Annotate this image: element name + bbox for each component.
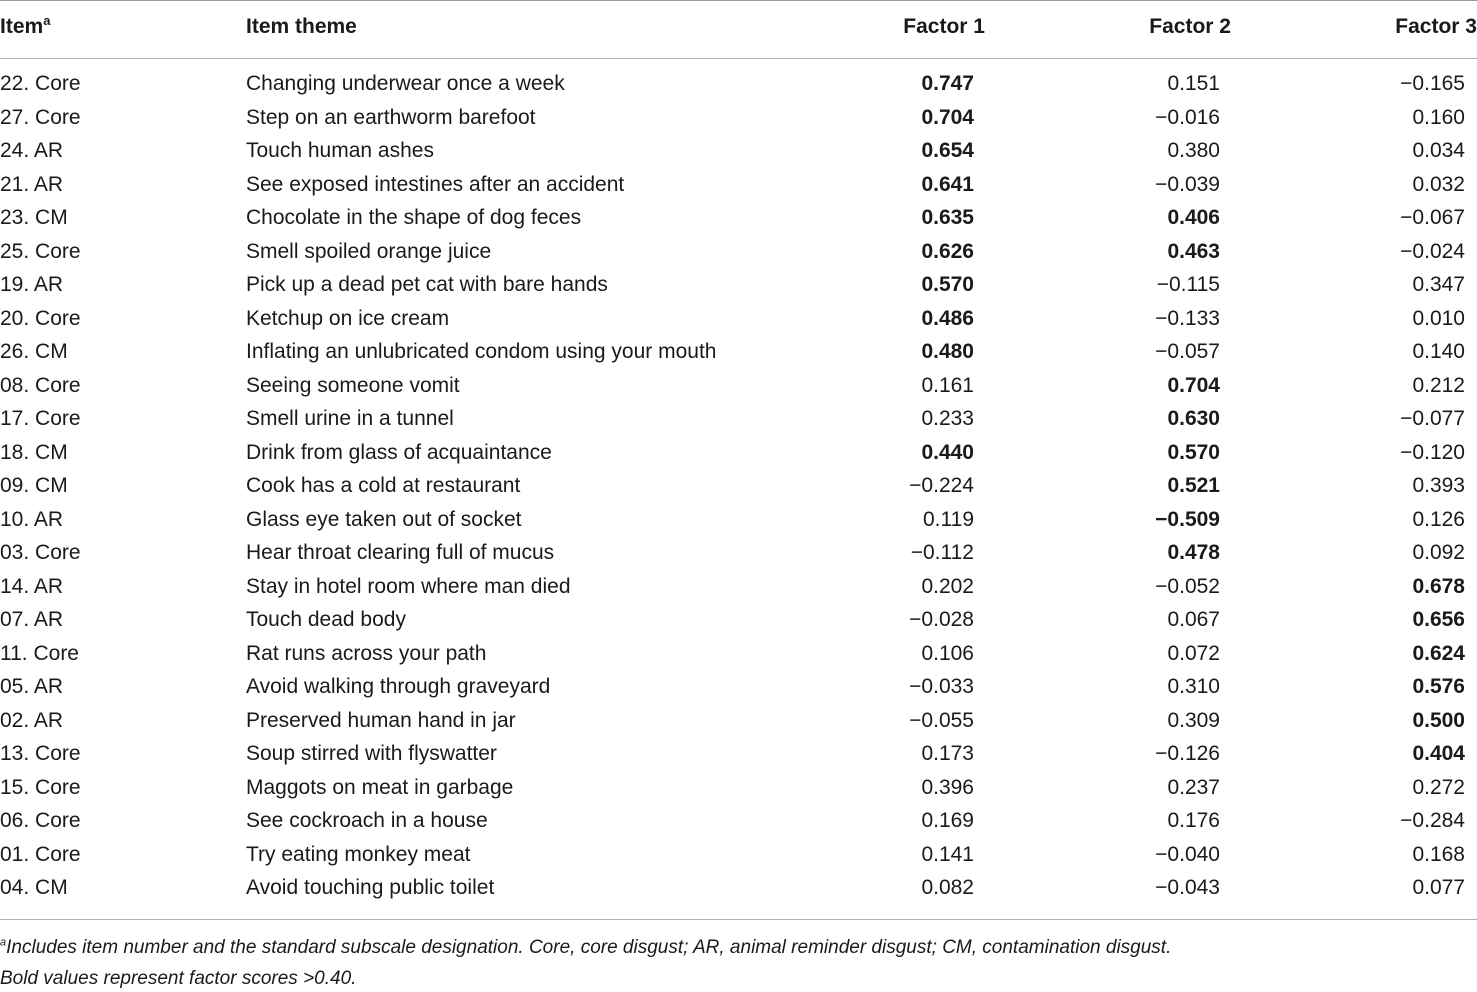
- cell-factor-1: −0.224: [909, 474, 974, 497]
- cell-factor-1: 0.233: [921, 407, 974, 430]
- cell-item: 14. AR: [0, 574, 64, 598]
- table-row: [0, 403, 1477, 437]
- cell-factor-2: 0.237: [1167, 775, 1220, 799]
- cell-factor-3: 0.034: [1412, 139, 1465, 162]
- cell-factor-3: −0.120: [1400, 440, 1465, 464]
- cell-factor-3: 0.010: [1412, 306, 1465, 330]
- cell-item-theme: Maggots on meat in garbage: [246, 775, 514, 799]
- table-row: [0, 236, 1477, 270]
- cell-factor-2: 0.463: [1167, 239, 1220, 263]
- cell-factor-3: 0.678: [1412, 574, 1465, 598]
- cell-factor-2: 0.310: [1167, 675, 1220, 698]
- cell-item: 19. AR: [0, 273, 64, 296]
- header-item: [0, 15, 50, 39]
- cell-item: 24. AR: [0, 139, 64, 162]
- header-item-label: Item: [0, 15, 44, 38]
- table-row: [0, 805, 1477, 839]
- table-row: [0, 470, 1477, 504]
- cell-item: 27. Core: [0, 105, 81, 129]
- table-row: [0, 68, 1477, 102]
- table-row: [0, 604, 1477, 638]
- table-row: [0, 671, 1477, 705]
- cell-item-theme: Avoid walking through graveyard: [246, 675, 551, 698]
- table-body: [0, 68, 1477, 906]
- cell-factor-2: 0.406: [1167, 206, 1220, 229]
- cell-factor-1: 0.641: [921, 172, 974, 196]
- cell-factor-1: 0.480: [921, 340, 974, 363]
- cell-item: 05. AR: [0, 675, 64, 698]
- cell-factor-3: 0.500: [1412, 708, 1465, 732]
- cell-item: 02. AR: [0, 708, 64, 732]
- cell-factor-3: 0.576: [1412, 675, 1465, 698]
- cell-factor-3: 0.032: [1412, 172, 1465, 196]
- table-row: [0, 638, 1477, 672]
- cell-factor-1: 0.141: [921, 842, 974, 866]
- cell-factor-3: 0.272: [1412, 775, 1465, 799]
- table-row: [0, 839, 1477, 873]
- cell-item: 03. Core: [0, 541, 81, 564]
- table-row: [0, 370, 1477, 404]
- cell-factor-3: 0.347: [1412, 273, 1465, 296]
- table-row: [0, 269, 1477, 303]
- cell-item-theme: Try eating monkey meat: [246, 842, 471, 866]
- cell-item: 17. Core: [0, 407, 81, 430]
- cell-factor-1: 0.747: [921, 72, 974, 95]
- cell-factor-2: −0.043: [1155, 876, 1220, 899]
- cell-factor-2: −0.126: [1155, 742, 1220, 765]
- table-row: [0, 705, 1477, 739]
- footnote-a: [0, 937, 1171, 959]
- cell-factor-1: 0.161: [921, 373, 974, 397]
- header-item-superscript: a: [43, 13, 51, 28]
- header-factor-1: Factor 1: [903, 15, 985, 38]
- cell-item-theme: Smell spoiled orange juice: [246, 239, 492, 263]
- table-row: [0, 738, 1477, 772]
- cell-factor-1: 0.440: [921, 440, 974, 464]
- cell-item-theme: Pick up a dead pet cat with bare hands: [246, 273, 608, 296]
- table-row: [0, 202, 1477, 236]
- header-factor-2: Factor 2: [1149, 15, 1231, 38]
- cell-factor-3: 0.624: [1412, 641, 1465, 665]
- cell-factor-2: 0.067: [1167, 608, 1220, 631]
- cell-item: 23. CM: [0, 206, 68, 229]
- cell-factor-1: 0.202: [921, 574, 974, 598]
- cell-factor-1: 0.486: [921, 306, 974, 330]
- footnote-a-marker: a: [0, 936, 7, 949]
- cell-factor-2: −0.040: [1155, 842, 1220, 866]
- cell-factor-3: 0.393: [1412, 474, 1465, 497]
- table-row: [0, 437, 1477, 471]
- cell-factor-1: 0.082: [921, 876, 974, 899]
- cell-factor-2: 0.570: [1167, 440, 1220, 464]
- cell-item: 18. CM: [0, 440, 68, 464]
- cell-factor-2: −0.509: [1155, 507, 1220, 531]
- cell-item-theme: Seeing someone vomit: [246, 373, 460, 397]
- cell-item: 04. CM: [0, 876, 68, 899]
- cell-factor-1: 0.626: [921, 239, 974, 263]
- cell-item: 01. Core: [0, 842, 81, 866]
- cell-factor-2: −0.016: [1155, 105, 1220, 129]
- cell-factor-2: −0.133: [1155, 306, 1220, 330]
- cell-item: 06. Core: [0, 809, 81, 832]
- cell-item: 21. AR: [0, 172, 64, 196]
- cell-factor-3: 0.212: [1412, 373, 1465, 397]
- cell-factor-2: 0.704: [1167, 373, 1220, 397]
- table-row: [0, 772, 1477, 806]
- cell-item-theme: Smell urine in a tunnel: [246, 407, 454, 430]
- cell-item: 13. Core: [0, 742, 81, 765]
- footnote-a-text: Includes item number and the standard subscale designation. Core, core disgust; AR, animal reminder disgust; CM, contamination disgust.: [6, 937, 1172, 958]
- cell-item-theme: Rat runs across your path: [246, 641, 487, 665]
- cell-factor-3: 0.656: [1412, 608, 1465, 631]
- cell-item-theme: Stay in hotel room where man died: [246, 574, 571, 598]
- cell-item: 20. Core: [0, 306, 81, 330]
- cell-item: 08. Core: [0, 373, 81, 397]
- cell-factor-3: 0.168: [1412, 842, 1465, 866]
- cell-factor-1: 0.106: [921, 641, 974, 665]
- cell-factor-3: 0.077: [1412, 876, 1465, 899]
- cell-item-theme: Avoid touching public toilet: [246, 876, 495, 899]
- cell-factor-2: 0.309: [1167, 708, 1220, 732]
- cell-factor-2: −0.039: [1155, 172, 1220, 196]
- cell-factor-1: 0.704: [921, 105, 974, 129]
- table-row: [0, 102, 1477, 136]
- cell-factor-3: −0.165: [1400, 72, 1465, 95]
- cell-factor-3: −0.077: [1400, 407, 1465, 430]
- cell-item: 09. CM: [0, 474, 68, 497]
- cell-factor-3: −0.284: [1400, 809, 1465, 832]
- cell-factor-1: 0.570: [921, 273, 974, 296]
- cell-factor-1: 0.169: [921, 809, 974, 832]
- table-bottom-rule: [0, 919, 1477, 920]
- cell-item-theme: Touch dead body: [246, 608, 406, 631]
- table-row: [0, 135, 1477, 169]
- cell-factor-2: −0.057: [1155, 340, 1220, 363]
- cell-item-theme: Chocolate in the shape of dog feces: [246, 206, 582, 229]
- cell-factor-2: 0.176: [1167, 809, 1220, 832]
- cell-factor-1: −0.033: [909, 675, 974, 698]
- cell-item: 25. Core: [0, 239, 81, 263]
- table-row: [0, 571, 1477, 605]
- cell-factor-1: 0.654: [921, 139, 974, 162]
- cell-factor-2: −0.052: [1155, 574, 1220, 598]
- cell-item: 22. Core: [0, 72, 81, 95]
- cell-item-theme: Cook has a cold at restaurant: [246, 474, 521, 497]
- header-factor-3: Factor 3: [1395, 15, 1477, 38]
- cell-factor-1: 0.119: [923, 507, 974, 531]
- cell-factor-1: 0.173: [921, 742, 974, 765]
- cell-item-theme: See exposed intestines after an accident: [246, 172, 625, 196]
- table-row: [0, 872, 1477, 906]
- cell-item-theme: Ketchup on ice cream: [246, 306, 450, 330]
- table-row: [0, 169, 1477, 203]
- cell-factor-1: −0.112: [910, 541, 974, 564]
- footnote-bold-note: Bold values represent factor scores >0.40.: [0, 968, 357, 989]
- cell-item-theme: See cockroach in a house: [246, 809, 488, 832]
- cell-factor-3: 0.140: [1412, 340, 1465, 363]
- cell-factor-3: 0.092: [1412, 541, 1465, 564]
- table-row: [0, 303, 1477, 337]
- cell-item: 11. Core: [0, 641, 79, 665]
- cell-factor-3: 0.126: [1412, 507, 1465, 531]
- cell-factor-2: 0.478: [1167, 541, 1220, 564]
- cell-item-theme: Glass eye taken out of socket: [246, 507, 522, 531]
- cell-item-theme: Touch human ashes: [246, 139, 434, 162]
- cell-item-theme: Preserved human hand in jar: [246, 708, 516, 732]
- cell-factor-2: −0.115: [1156, 273, 1220, 296]
- cell-factor-3: −0.067: [1400, 206, 1465, 229]
- table-row: [0, 336, 1477, 370]
- table-row: [0, 537, 1477, 571]
- cell-factor-2: 0.151: [1167, 72, 1220, 95]
- cell-item-theme: Hear throat clearing full of mucus: [246, 541, 555, 564]
- table-header-rule: [0, 58, 1477, 59]
- cell-factor-2: 0.521: [1167, 474, 1220, 497]
- cell-item: 15. Core: [0, 775, 81, 799]
- table-row: [0, 504, 1477, 538]
- cell-item: 10. AR: [0, 507, 64, 531]
- header-item-theme: Item theme: [246, 15, 357, 38]
- cell-factor-1: −0.028: [909, 608, 974, 631]
- cell-item-theme: Soup stirred with flyswatter: [246, 742, 497, 765]
- cell-item: 26. CM: [0, 340, 68, 363]
- cell-factor-1: 0.635: [921, 206, 974, 229]
- cell-item: 07. AR: [0, 608, 64, 631]
- cell-factor-1: −0.055: [909, 708, 974, 732]
- cell-factor-2: 0.072: [1167, 641, 1220, 665]
- cell-item-theme: Inflating an unlubricated condom using your mouth: [246, 340, 717, 363]
- cell-factor-1: 0.396: [921, 775, 974, 799]
- cell-factor-2: 0.630: [1167, 407, 1220, 430]
- cell-item-theme: Changing underwear once a week: [246, 72, 565, 95]
- cell-item-theme: Drink from glass of acquaintance: [246, 440, 552, 464]
- cell-factor-3: 0.160: [1412, 105, 1465, 129]
- cell-factor-2: 0.380: [1167, 139, 1220, 162]
- cell-factor-3: 0.404: [1412, 742, 1465, 765]
- cell-item-theme: Step on an earthworm barefoot: [246, 105, 536, 129]
- table-header-row: [0, 0, 1477, 58]
- cell-factor-3: −0.024: [1400, 239, 1465, 263]
